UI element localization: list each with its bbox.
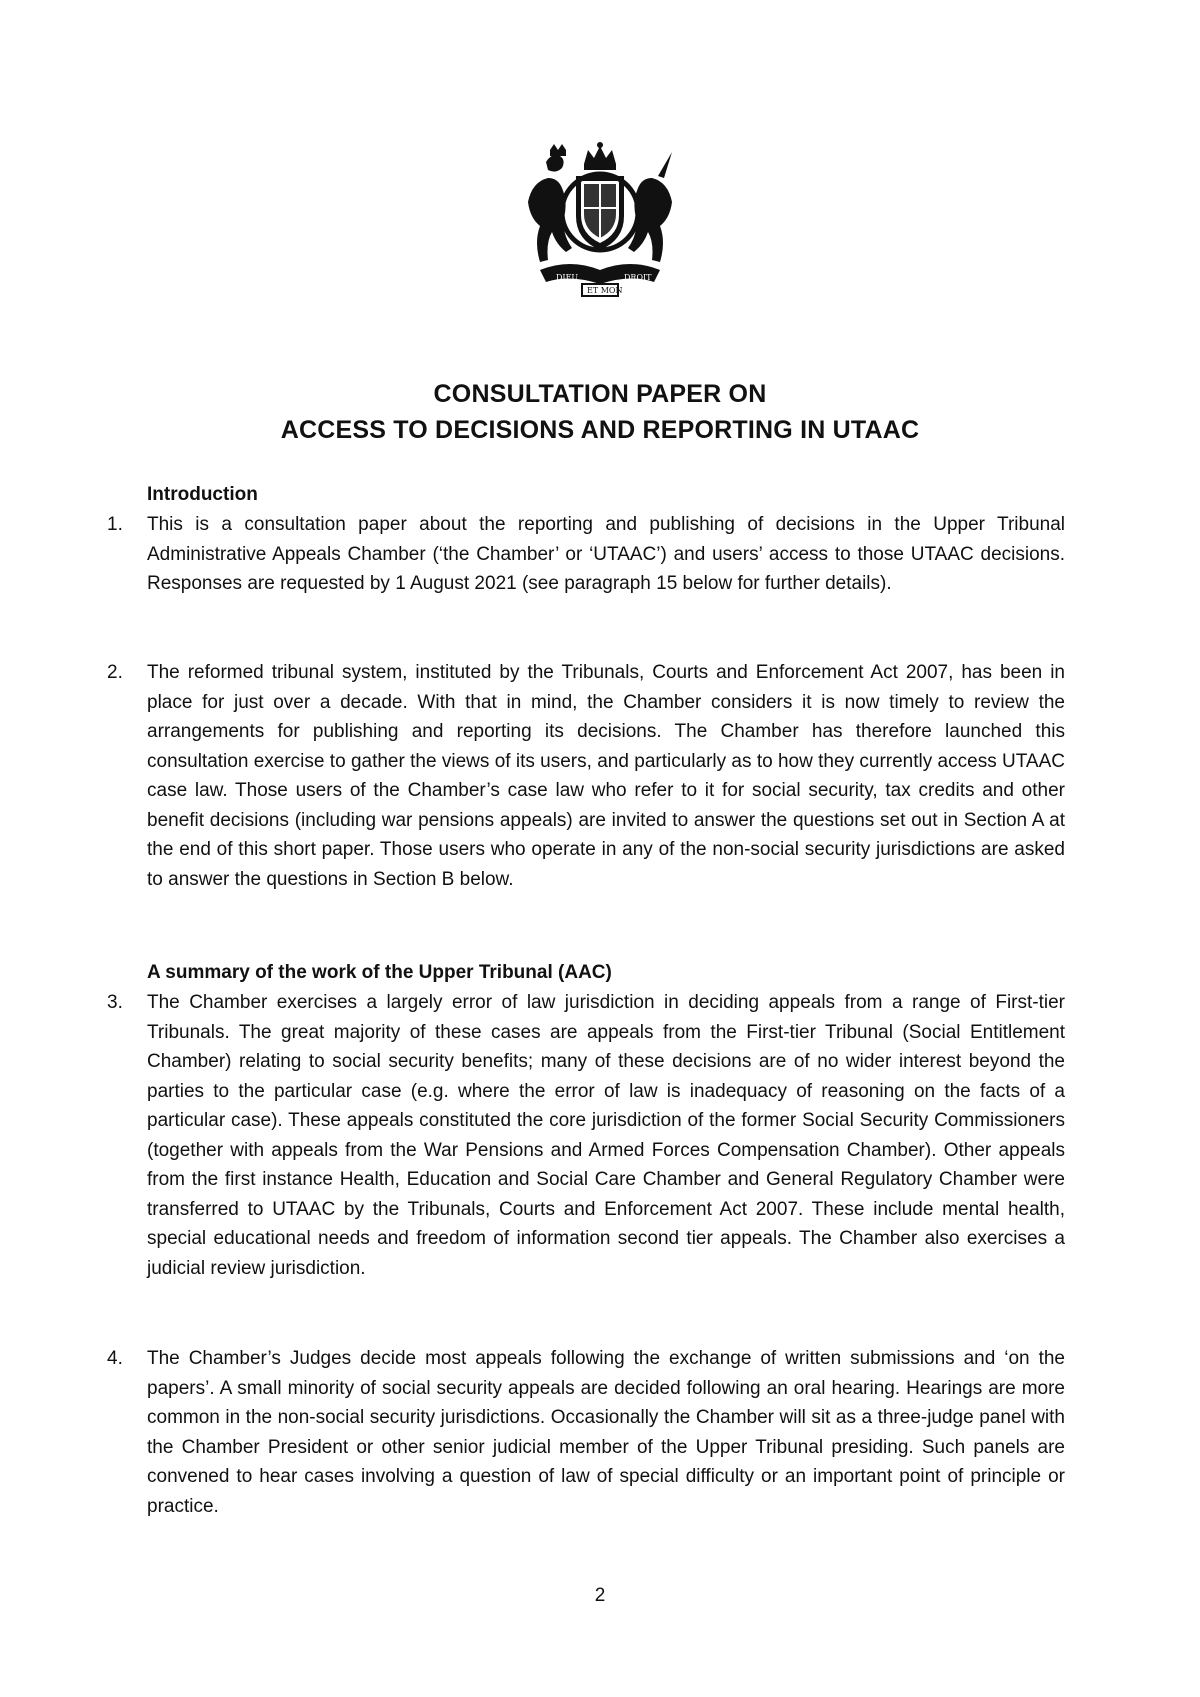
paragraph-2 [107,658,1065,894]
paragraph-number: 2. [107,662,123,683]
page-number: 2 [594,1585,606,1606]
paragraph-text: This is a consultation paper about the reporting and publishing of decisions in the Upper Tribunal Administrative Appeals Chamber (‘the Chamber’ or ‘UTAAC’) and users’ access to those UTAAC decisions. Responses are requested by 1 August 2021 (see paragraph 15 below for further details). [147,514,1065,594]
paragraph-text: The Chamber’s Judges decide most appeals following the exchange of written submissions and ‘on the papers’. A small minority of social security appeals are decided following an oral hearing. Hearings are more common in the non-social security jurisdictions. Occasionally the Chamber will sit as a three-judge panel with the Chamber President or other senior judicial member of the Upper Tribunal presiding. Such panels are convened to hear cases involving a question of law of special difficulty or an important point of principle or practice. [147,1348,1065,1517]
paragraph-4 [107,1344,1065,1521]
paragraph-text: The reformed tribunal system, instituted by the Tribunals, Courts and Enforcement Act 2007, has been in place for just over a decade. With that in mind, the Chamber considers it is now timely to review the arrangements for publishing and reporting its decisions. The Chamber has therefore launched this consultation exercise to gather the views of its users, and particularly as to how they currently access UTAAC case law. Those users of the Chamber’s case law who refer to it for social security, tax credits and other benefit decisions (including war pensions appeals) are invited to answer the questions set out in Section A at the end of this short paper. Those users who operate in any of the non-social security jurisdictions are asked to answer the questions in Section B below. [147,662,1065,890]
paragraph-3 [107,988,1065,1283]
royal-coat-of-arms-icon [520,142,680,302]
paragraph-1 [107,510,1065,599]
svg-text:ET MON: ET MON [587,286,623,295]
section-heading-summary: A summary of the work of the Upper Tribunal (AAC) [147,962,612,983]
paragraph-number: 3. [107,992,123,1013]
document-title-line-2: ACCESS TO DECISIONS AND REPORTING IN UTAAC [280,416,920,444]
svg-text:DROIT: DROIT [624,273,652,282]
section-heading-introduction: Introduction [147,484,258,505]
svg-text:DIEU: DIEU [556,273,579,282]
paragraph-number: 1. [107,514,123,535]
paragraph-text: The Chamber exercises a largely error of law jurisdiction in deciding appeals from a range of First-tier Tribunals. The great majority of these cases are appeals from the First-tier Tribunal (Social Entitlement Chamber) relating to social security benefits; many of these decisions are of no wider interest beyond the parties to the particular case (e.g. where the error of law is inadequacy of reasoning on the facts of a particular case). These appeals constituted the core jurisdiction of the former Social Security Commissioners (together with appeals from the War Pensions and Armed Forces Compensation Chamber). Other appeals from the first instance Health, Education and Social Care Chamber and General Regulatory Chamber were transferred to UTAAC by the Tribunals, Courts and Enforcement Act 2007. These include mental health, special educational needs and freedom of information second tier appeals. The Chamber also exercises a judicial review jurisdiction. [147,992,1065,1279]
document-title-line-1: CONSULTATION PAPER ON [433,380,767,408]
paragraph-number: 4. [107,1348,123,1369]
